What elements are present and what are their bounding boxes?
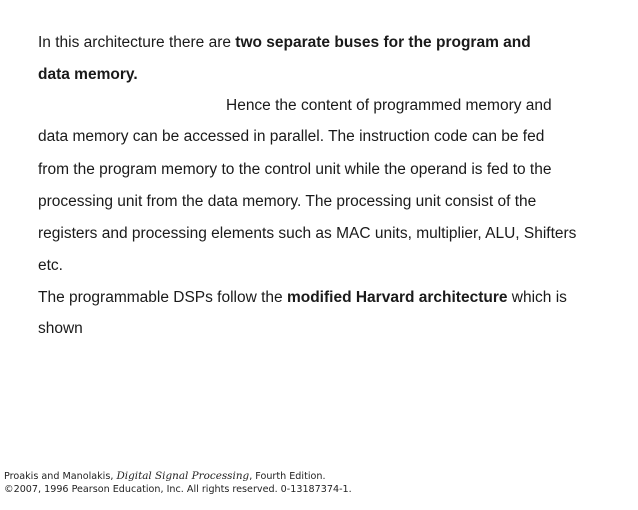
line2-bold-text: data memory.	[38, 66, 138, 83]
citation-footer	[4, 470, 352, 496]
citation-edition: , Fourth Edition.	[249, 471, 326, 482]
line9-prefix: The programmable DSPs follow the	[38, 289, 287, 306]
line1-bold-text: two separate buses for the program and	[235, 34, 531, 51]
paragraph-line-5: from the program memory to the control unit while the operand is fed to the	[38, 161, 552, 178]
paragraph-line-2	[38, 65, 138, 85]
paragraph-line-1	[38, 33, 531, 53]
citation-copyright: ©2007, 1996 Pearson Education, Inc. All rights reserved. 0-13187374-1.	[4, 484, 352, 495]
paragraph-line-9	[38, 288, 567, 308]
line1-text: In this architecture there are	[38, 34, 236, 51]
citation-authors: Proakis and Manolakis,	[4, 471, 117, 482]
paragraph-line-6: processing unit from the data memory. The processing unit consist of the	[38, 193, 537, 210]
line9-suffix: which is	[507, 289, 567, 306]
paragraph-line-10: shown	[38, 320, 83, 337]
paragraph-line-4: data memory can be accessed in parallel. The instruction code can be fed	[38, 128, 545, 145]
paragraph-line-8: etc.	[38, 257, 63, 274]
paragraph-line-3: Hence the content of programmed memory and	[226, 97, 552, 114]
paragraph-line-7: registers and processing elements such as MAC units, multiplier, ALU, Shifters	[38, 225, 577, 242]
citation-line-1	[4, 470, 352, 483]
line9-bold-text: modified Harvard architecture	[286, 289, 508, 306]
citation-book-title: Digital Signal Processing	[116, 470, 250, 482]
